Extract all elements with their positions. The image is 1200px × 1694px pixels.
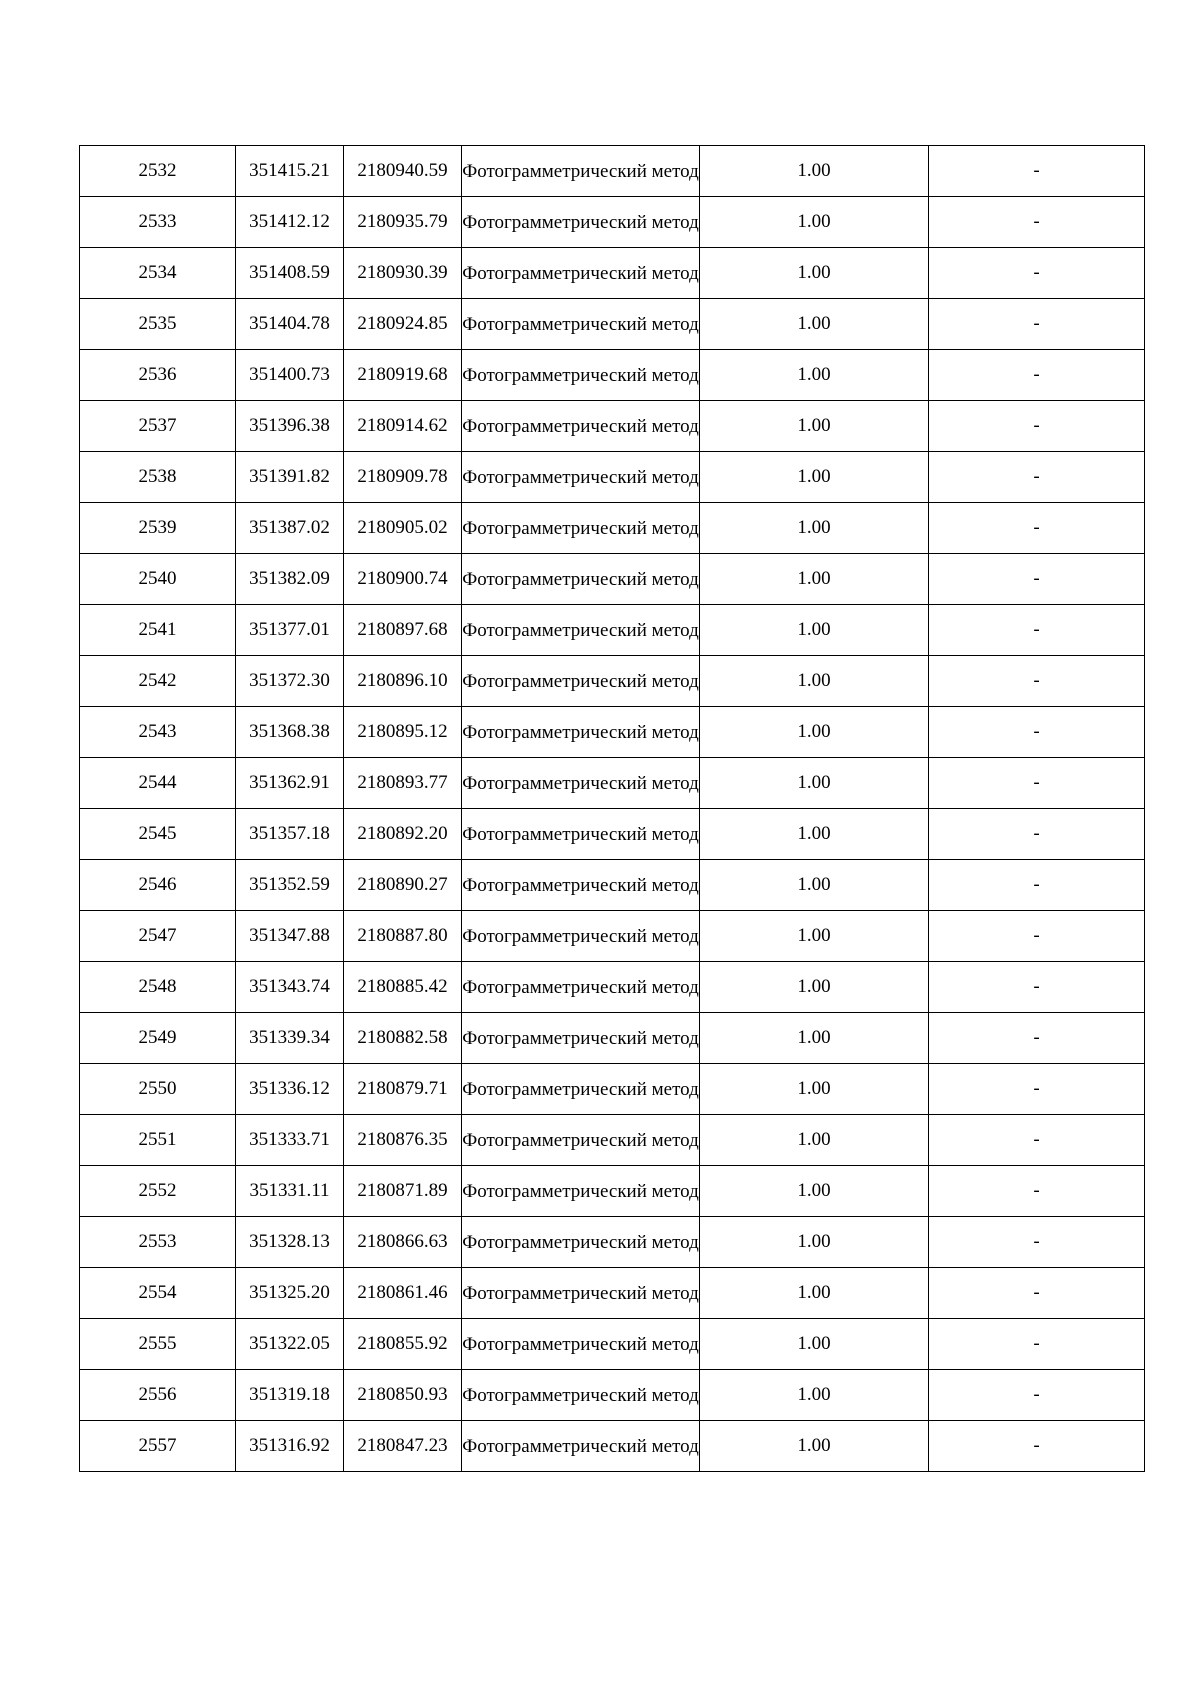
method-cell: Фотограмметрический метод xyxy=(462,962,700,1013)
point-number-cell: 2548 xyxy=(80,962,236,1013)
x-coordinate-cell: 351387.02 xyxy=(236,503,344,554)
method-cell: Фотограмметрический метод xyxy=(462,146,700,197)
table-row xyxy=(80,452,1145,503)
point-number-cell: 2550 xyxy=(80,1064,236,1115)
y-coordinate-cell: 2180866.63 xyxy=(344,1217,462,1268)
y-coordinate-cell: 2180940.59 xyxy=(344,146,462,197)
note-cell: - xyxy=(929,758,1145,809)
point-number-cell: 2537 xyxy=(80,401,236,452)
table-row xyxy=(80,1421,1145,1472)
table-row xyxy=(80,656,1145,707)
note-cell: - xyxy=(929,809,1145,860)
x-coordinate-cell: 351357.18 xyxy=(236,809,344,860)
accuracy-cell: 1.00 xyxy=(700,1421,929,1472)
note-cell: - xyxy=(929,350,1145,401)
x-coordinate-cell: 351331.11 xyxy=(236,1166,344,1217)
point-number-cell: 2535 xyxy=(80,299,236,350)
accuracy-cell: 1.00 xyxy=(700,1319,929,1370)
method-cell: Фотограмметрический метод xyxy=(462,860,700,911)
accuracy-cell: 1.00 xyxy=(700,350,929,401)
note-cell: - xyxy=(929,707,1145,758)
y-coordinate-cell: 2180924.85 xyxy=(344,299,462,350)
accuracy-cell: 1.00 xyxy=(700,401,929,452)
x-coordinate-cell: 351372.30 xyxy=(236,656,344,707)
point-number-cell: 2538 xyxy=(80,452,236,503)
method-cell: Фотограмметрический метод xyxy=(462,1217,700,1268)
point-number-cell: 2540 xyxy=(80,554,236,605)
y-coordinate-cell: 2180871.89 xyxy=(344,1166,462,1217)
note-cell: - xyxy=(929,299,1145,350)
method-cell: Фотограмметрический метод xyxy=(462,707,700,758)
method-cell: Фотограмметрический метод xyxy=(462,605,700,656)
y-coordinate-cell: 2180855.92 xyxy=(344,1319,462,1370)
method-cell: Фотограмметрический метод xyxy=(462,1166,700,1217)
point-number-cell: 2544 xyxy=(80,758,236,809)
y-coordinate-cell: 2180909.78 xyxy=(344,452,462,503)
note-cell: - xyxy=(929,1370,1145,1421)
method-cell: Фотограмметрический метод xyxy=(462,1013,700,1064)
table-row xyxy=(80,401,1145,452)
table-row xyxy=(80,1319,1145,1370)
coordinates-table xyxy=(79,145,1145,1472)
point-number-cell: 2536 xyxy=(80,350,236,401)
point-number-cell: 2539 xyxy=(80,503,236,554)
y-coordinate-cell: 2180885.42 xyxy=(344,962,462,1013)
x-coordinate-cell: 351333.71 xyxy=(236,1115,344,1166)
x-coordinate-cell: 351415.21 xyxy=(236,146,344,197)
x-coordinate-cell: 351322.05 xyxy=(236,1319,344,1370)
y-coordinate-cell: 2180879.71 xyxy=(344,1064,462,1115)
note-cell: - xyxy=(929,452,1145,503)
x-coordinate-cell: 351412.12 xyxy=(236,197,344,248)
note-cell: - xyxy=(929,962,1145,1013)
accuracy-cell: 1.00 xyxy=(700,1166,929,1217)
table-row xyxy=(80,1268,1145,1319)
accuracy-cell: 1.00 xyxy=(700,809,929,860)
x-coordinate-cell: 351336.12 xyxy=(236,1064,344,1115)
x-coordinate-cell: 351316.92 xyxy=(236,1421,344,1472)
table-row xyxy=(80,1370,1145,1421)
note-cell: - xyxy=(929,605,1145,656)
accuracy-cell: 1.00 xyxy=(700,503,929,554)
point-number-cell: 2555 xyxy=(80,1319,236,1370)
point-number-cell: 2552 xyxy=(80,1166,236,1217)
accuracy-cell: 1.00 xyxy=(700,299,929,350)
x-coordinate-cell: 351319.18 xyxy=(236,1370,344,1421)
table-row xyxy=(80,503,1145,554)
accuracy-cell: 1.00 xyxy=(700,452,929,503)
table-row xyxy=(80,1013,1145,1064)
table-row xyxy=(80,350,1145,401)
y-coordinate-cell: 2180905.02 xyxy=(344,503,462,554)
accuracy-cell: 1.00 xyxy=(700,197,929,248)
y-coordinate-cell: 2180897.68 xyxy=(344,605,462,656)
method-cell: Фотограмметрический метод xyxy=(462,1268,700,1319)
y-coordinate-cell: 2180914.62 xyxy=(344,401,462,452)
note-cell: - xyxy=(929,401,1145,452)
point-number-cell: 2532 xyxy=(80,146,236,197)
method-cell: Фотограмметрический метод xyxy=(462,758,700,809)
note-cell: - xyxy=(929,554,1145,605)
accuracy-cell: 1.00 xyxy=(700,605,929,656)
accuracy-cell: 1.00 xyxy=(700,554,929,605)
x-coordinate-cell: 351377.01 xyxy=(236,605,344,656)
y-coordinate-cell: 2180887.80 xyxy=(344,911,462,962)
accuracy-cell: 1.00 xyxy=(700,248,929,299)
accuracy-cell: 1.00 xyxy=(700,1217,929,1268)
accuracy-cell: 1.00 xyxy=(700,707,929,758)
y-coordinate-cell: 2180935.79 xyxy=(344,197,462,248)
note-cell: - xyxy=(929,1421,1145,1472)
y-coordinate-cell: 2180900.74 xyxy=(344,554,462,605)
table-row xyxy=(80,911,1145,962)
point-number-cell: 2556 xyxy=(80,1370,236,1421)
table-row xyxy=(80,1115,1145,1166)
y-coordinate-cell: 2180930.39 xyxy=(344,248,462,299)
table-row xyxy=(80,1217,1145,1268)
note-cell: - xyxy=(929,1217,1145,1268)
point-number-cell: 2543 xyxy=(80,707,236,758)
point-number-cell: 2534 xyxy=(80,248,236,299)
point-number-cell: 2549 xyxy=(80,1013,236,1064)
y-coordinate-cell: 2180895.12 xyxy=(344,707,462,758)
method-cell: Фотограмметрический метод xyxy=(462,452,700,503)
table-row xyxy=(80,146,1145,197)
point-number-cell: 2545 xyxy=(80,809,236,860)
method-cell: Фотограмметрический метод xyxy=(462,656,700,707)
point-number-cell: 2557 xyxy=(80,1421,236,1472)
table-row xyxy=(80,758,1145,809)
point-number-cell: 2546 xyxy=(80,860,236,911)
accuracy-cell: 1.00 xyxy=(700,758,929,809)
note-cell: - xyxy=(929,197,1145,248)
method-cell: Фотограмметрический метод xyxy=(462,503,700,554)
y-coordinate-cell: 2180882.58 xyxy=(344,1013,462,1064)
table-row xyxy=(80,809,1145,860)
method-cell: Фотограмметрический метод xyxy=(462,1115,700,1166)
x-coordinate-cell: 351368.38 xyxy=(236,707,344,758)
accuracy-cell: 1.00 xyxy=(700,1115,929,1166)
x-coordinate-cell: 351328.13 xyxy=(236,1217,344,1268)
table-row xyxy=(80,707,1145,758)
method-cell: Фотограмметрический метод xyxy=(462,1421,700,1472)
accuracy-cell: 1.00 xyxy=(700,1013,929,1064)
point-number-cell: 2553 xyxy=(80,1217,236,1268)
method-cell: Фотограмметрический метод xyxy=(462,197,700,248)
x-coordinate-cell: 351391.82 xyxy=(236,452,344,503)
y-coordinate-cell: 2180847.23 xyxy=(344,1421,462,1472)
note-cell: - xyxy=(929,503,1145,554)
note-cell: - xyxy=(929,860,1145,911)
y-coordinate-cell: 2180876.35 xyxy=(344,1115,462,1166)
method-cell: Фотограмметрический метод xyxy=(462,1064,700,1115)
note-cell: - xyxy=(929,1166,1145,1217)
note-cell: - xyxy=(929,1013,1145,1064)
x-coordinate-cell: 351382.09 xyxy=(236,554,344,605)
accuracy-cell: 1.00 xyxy=(700,1370,929,1421)
x-coordinate-cell: 351325.20 xyxy=(236,1268,344,1319)
x-coordinate-cell: 351396.38 xyxy=(236,401,344,452)
x-coordinate-cell: 351408.59 xyxy=(236,248,344,299)
table-row xyxy=(80,554,1145,605)
accuracy-cell: 1.00 xyxy=(700,962,929,1013)
y-coordinate-cell: 2180890.27 xyxy=(344,860,462,911)
note-cell: - xyxy=(929,656,1145,707)
method-cell: Фотограмметрический метод xyxy=(462,1319,700,1370)
method-cell: Фотограмметрический метод xyxy=(462,401,700,452)
note-cell: - xyxy=(929,911,1145,962)
x-coordinate-cell: 351400.73 xyxy=(236,350,344,401)
note-cell: - xyxy=(929,1064,1145,1115)
note-cell: - xyxy=(929,1268,1145,1319)
method-cell: Фотограмметрический метод xyxy=(462,911,700,962)
table-row xyxy=(80,299,1145,350)
accuracy-cell: 1.00 xyxy=(700,1064,929,1115)
point-number-cell: 2547 xyxy=(80,911,236,962)
y-coordinate-cell: 2180850.93 xyxy=(344,1370,462,1421)
point-number-cell: 2551 xyxy=(80,1115,236,1166)
note-cell: - xyxy=(929,248,1145,299)
y-coordinate-cell: 2180919.68 xyxy=(344,350,462,401)
accuracy-cell: 1.00 xyxy=(700,146,929,197)
method-cell: Фотограмметрический метод xyxy=(462,1370,700,1421)
table-row xyxy=(80,860,1145,911)
note-cell: - xyxy=(929,1319,1145,1370)
y-coordinate-cell: 2180861.46 xyxy=(344,1268,462,1319)
point-number-cell: 2541 xyxy=(80,605,236,656)
table-row xyxy=(80,1166,1145,1217)
accuracy-cell: 1.00 xyxy=(700,860,929,911)
method-cell: Фотограмметрический метод xyxy=(462,248,700,299)
method-cell: Фотограмметрический метод xyxy=(462,554,700,605)
accuracy-cell: 1.00 xyxy=(700,911,929,962)
method-cell: Фотограмметрический метод xyxy=(462,809,700,860)
x-coordinate-cell: 351339.34 xyxy=(236,1013,344,1064)
note-cell: - xyxy=(929,1115,1145,1166)
table-row xyxy=(80,605,1145,656)
table-row xyxy=(80,197,1145,248)
point-number-cell: 2554 xyxy=(80,1268,236,1319)
table-body xyxy=(80,146,1145,1472)
x-coordinate-cell: 351352.59 xyxy=(236,860,344,911)
method-cell: Фотограмметрический метод xyxy=(462,299,700,350)
table-row xyxy=(80,1064,1145,1115)
note-cell: - xyxy=(929,146,1145,197)
point-number-cell: 2542 xyxy=(80,656,236,707)
table-row xyxy=(80,248,1145,299)
x-coordinate-cell: 351343.74 xyxy=(236,962,344,1013)
y-coordinate-cell: 2180896.10 xyxy=(344,656,462,707)
accuracy-cell: 1.00 xyxy=(700,656,929,707)
x-coordinate-cell: 351404.78 xyxy=(236,299,344,350)
table-row xyxy=(80,962,1145,1013)
x-coordinate-cell: 351362.91 xyxy=(236,758,344,809)
y-coordinate-cell: 2180893.77 xyxy=(344,758,462,809)
method-cell: Фотограмметрический метод xyxy=(462,350,700,401)
point-number-cell: 2533 xyxy=(80,197,236,248)
y-coordinate-cell: 2180892.20 xyxy=(344,809,462,860)
accuracy-cell: 1.00 xyxy=(700,1268,929,1319)
x-coordinate-cell: 351347.88 xyxy=(236,911,344,962)
